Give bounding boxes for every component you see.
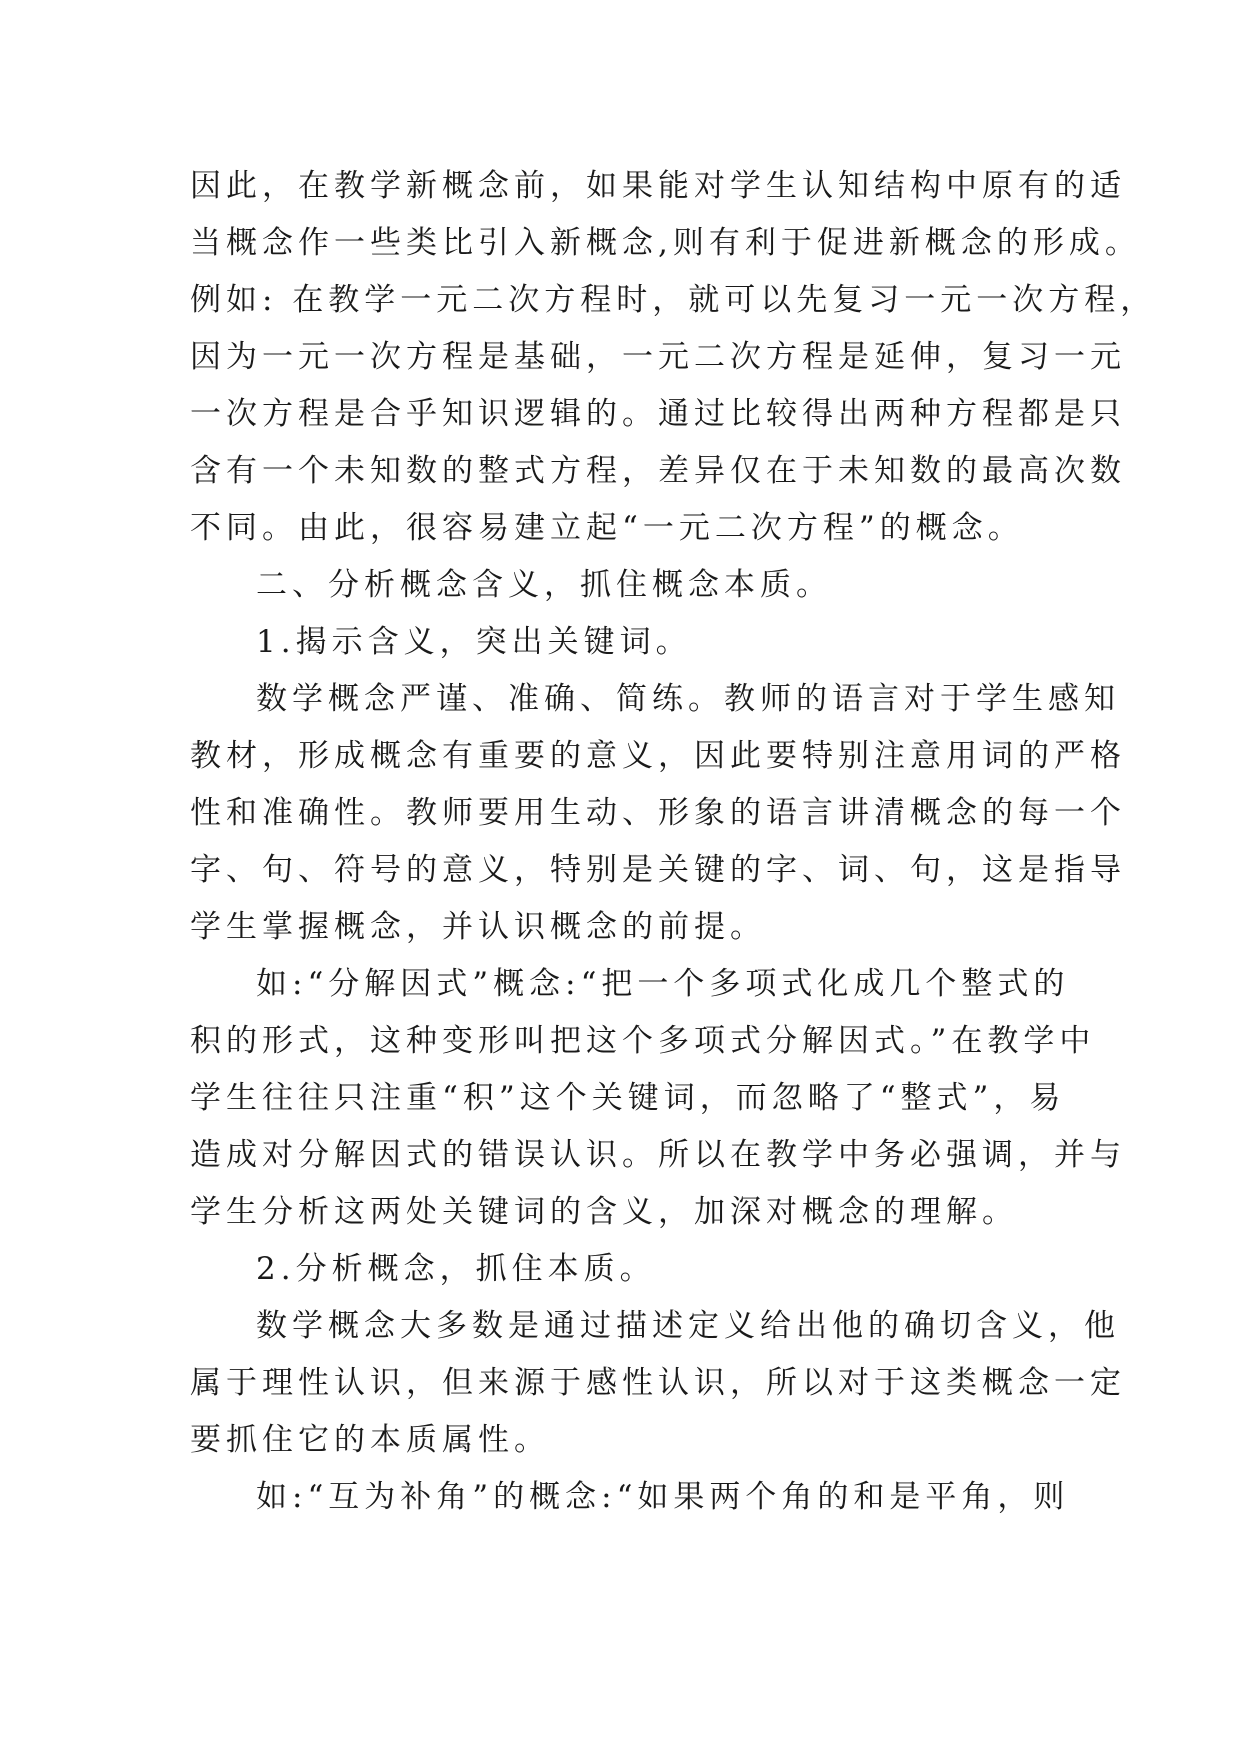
text-line: 教材，形成概念有重要的意义，因此要特别注意用词的严格 (190, 738, 1126, 774)
text-line: 因为一元一次方程是基础，一元二次方程是延伸，复习一元 (190, 339, 1126, 375)
text-line: 字、句、符号的意义，特别是关键的字、词、句，这是指导 (190, 852, 1126, 888)
text-line: 学生掌握概念，并认识概念的前提。 (190, 909, 766, 945)
text-line: 含有一个未知数的整式方程，差异仅在于未知数的最高次数 (190, 453, 1126, 489)
text-line: 一次方程是合乎知识逻辑的。通过比较得出两种方程都是只 (190, 396, 1126, 432)
text-line: 如:“分解因式”概念:“把一个多项式化成几个整式的 (256, 966, 1070, 1002)
text-line: 属于理性认识，但来源于感性认识，所以对于这类概念一定 (190, 1365, 1126, 1401)
subsection-heading: 1.揭示含义，突出关键词。 (256, 624, 692, 660)
text-line: 当概念作一些类比引入新概念,则有利于促进新概念的形成。 (190, 225, 1141, 261)
text-line: 如:“互为补角”的概念:“如果两个角的和是平角，则 (256, 1479, 1070, 1515)
text-line: 不同。由此，很容易建立起“一元二次方程”的概念。 (190, 510, 1024, 546)
text-line: 造成对分解因式的错误认识。所以在教学中务必强调，并与 (190, 1137, 1126, 1173)
text-line: 学生分析这两处关键词的含义，加深对概念的理解。 (190, 1194, 1018, 1230)
section-heading: 二、分析概念含义，抓住概念本质。 (256, 567, 832, 603)
subsection-heading: 2.分析概念，抓住本质。 (256, 1251, 656, 1287)
text-line: 积的形式，这种变形叫把这个多项式分解因式。”在教学中 (190, 1023, 1096, 1059)
text-line: 数学概念大多数是通过描述定义给出他的确切含义，他 (256, 1308, 1120, 1344)
text-line: 数学概念严谨、准确、简练。教师的语言对于学生感知 (256, 681, 1120, 717)
text-line: 要抓住它的本质属性。 (190, 1422, 550, 1458)
text-line: 例如: 在教学一元二次方程时，就可以先复习一元一次方程， (190, 282, 1157, 318)
text-line: 性和准确性。教师要用生动、形象的语言讲清概念的每一个 (190, 795, 1126, 831)
text-line: 学生往往只注重“积”这个关键词，而忽略了“整式”，易 (190, 1080, 1066, 1116)
text-line: 因此，在教学新概念前，如果能对学生认知结构中原有的适 (190, 168, 1126, 204)
document-body (190, 158, 1157, 1526)
